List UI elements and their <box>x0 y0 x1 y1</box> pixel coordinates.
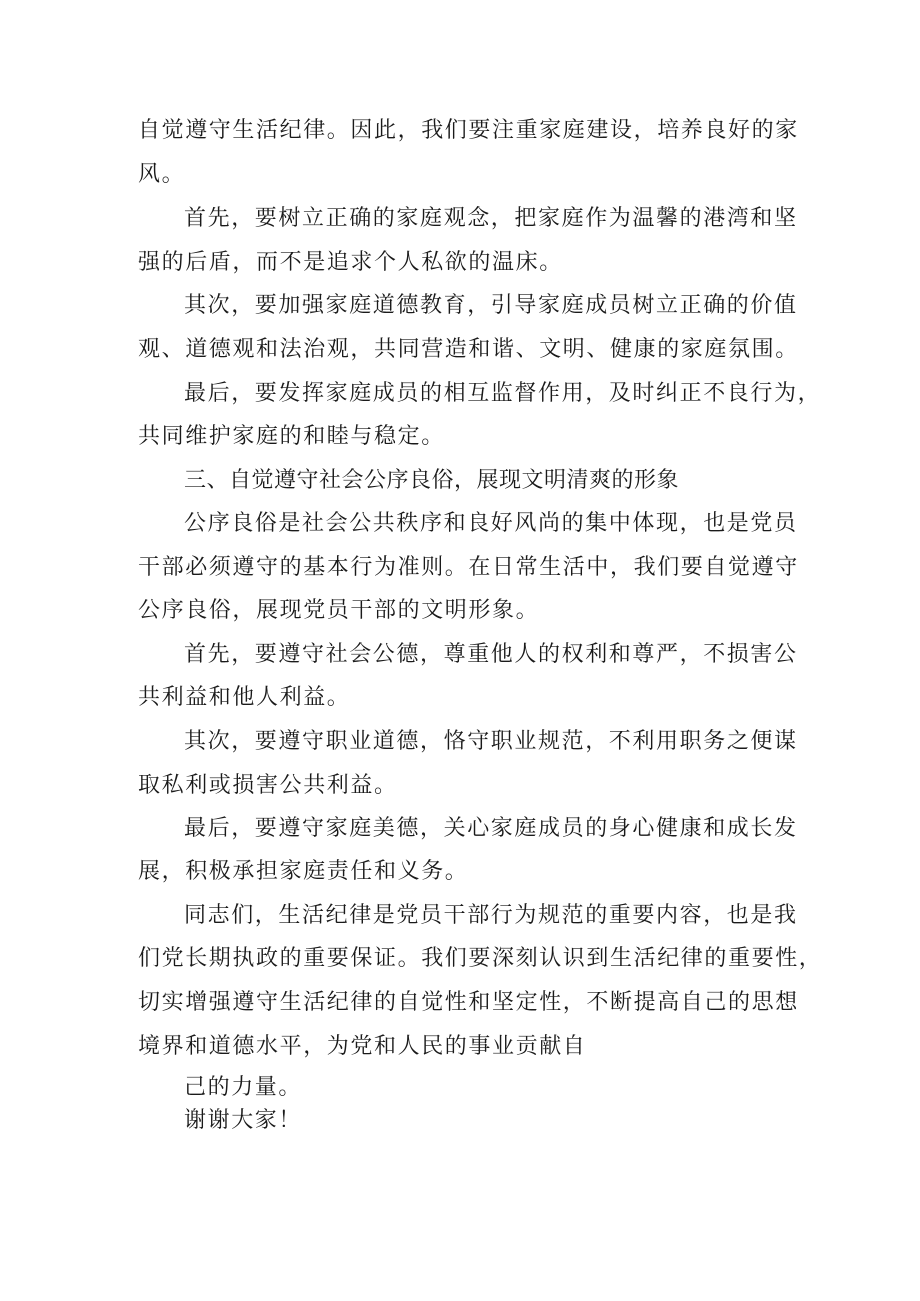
paragraph-7-line-1: 首先，要遵守社会公德，尊重他人的权利和尊严，不损害公 <box>184 642 798 667</box>
paragraph-6-line-3: 公序良俗，展现党员干部的文明形象。 <box>138 598 540 623</box>
paragraph-10-line-2: 们党长期执政的重要保证。我们要深刻认识到生活纪律的重要性， <box>138 946 823 971</box>
paragraph-6-line-1: 公序良俗是社会公共秩序和良好风尚的集中体现，也是党员 <box>184 511 798 536</box>
paragraph-4-line-2: 共同维护家庭的和睦与稳定。 <box>138 424 445 449</box>
paragraph-2-line-1: 首先，要树立正确的家庭观念，把家庭作为温馨的港湾和坚 <box>184 206 798 231</box>
paragraph-1-line-2: 风。 <box>138 162 186 187</box>
paragraph-4-line-1: 最后，要发挥家庭成员的相互监督作用，及时纠正不良行为， <box>184 381 822 406</box>
paragraph-8-line-2: 取私利或损害公共利益。 <box>138 773 398 798</box>
paragraph-3-line-2: 观、道德观和法治观，共同营造和谐、文明、健康的家庭氛围。 <box>138 337 799 362</box>
paragraph-9-line-2: 展，积极承担家庭责任和义务。 <box>138 859 469 884</box>
paragraph-8-line-1: 其次，要遵守职业道德，恪守职业规范，不利用职务之便谋 <box>184 729 798 754</box>
paragraph-10-line-3: 切实增强遵守生活纪律的自觉性和坚定性，不断提高自己的思想 <box>138 990 799 1015</box>
paragraph-2-line-2: 强的后盾，而不是追求个人私欲的温床。 <box>138 250 563 275</box>
paragraph-3-line-1: 其次，要加强家庭道德教育，引导家庭成员树立正确的价值 <box>184 293 798 318</box>
paragraph-9-line-1: 最后，要遵守家庭美德，关心家庭成员的身心健康和成长发 <box>184 816 798 841</box>
paragraph-10-line-4: 境界和道德水平，为党和人民的事业贡献自 <box>138 1034 587 1059</box>
paragraph-6-line-2: 干部必须遵守的基本行为准则。在日常生活中，我们要自觉遵守 <box>138 555 799 580</box>
section-heading: 三、自觉遵守社会公序良俗，展现文明清爽的形象 <box>184 468 680 493</box>
closing-line-1: 己的力量。 <box>184 1075 303 1100</box>
paragraph-1-line-1: 自觉遵守生活纪律。因此，我们要注重家庭建设，培养良好的家 <box>138 118 799 143</box>
closing-thanks: 谢谢大家！ <box>184 1108 303 1133</box>
paragraph-7-line-2: 共利益和他人利益。 <box>138 685 351 710</box>
paragraph-10-line-1: 同志们，生活纪律是党员干部行为规范的重要内容，也是我 <box>184 903 798 928</box>
